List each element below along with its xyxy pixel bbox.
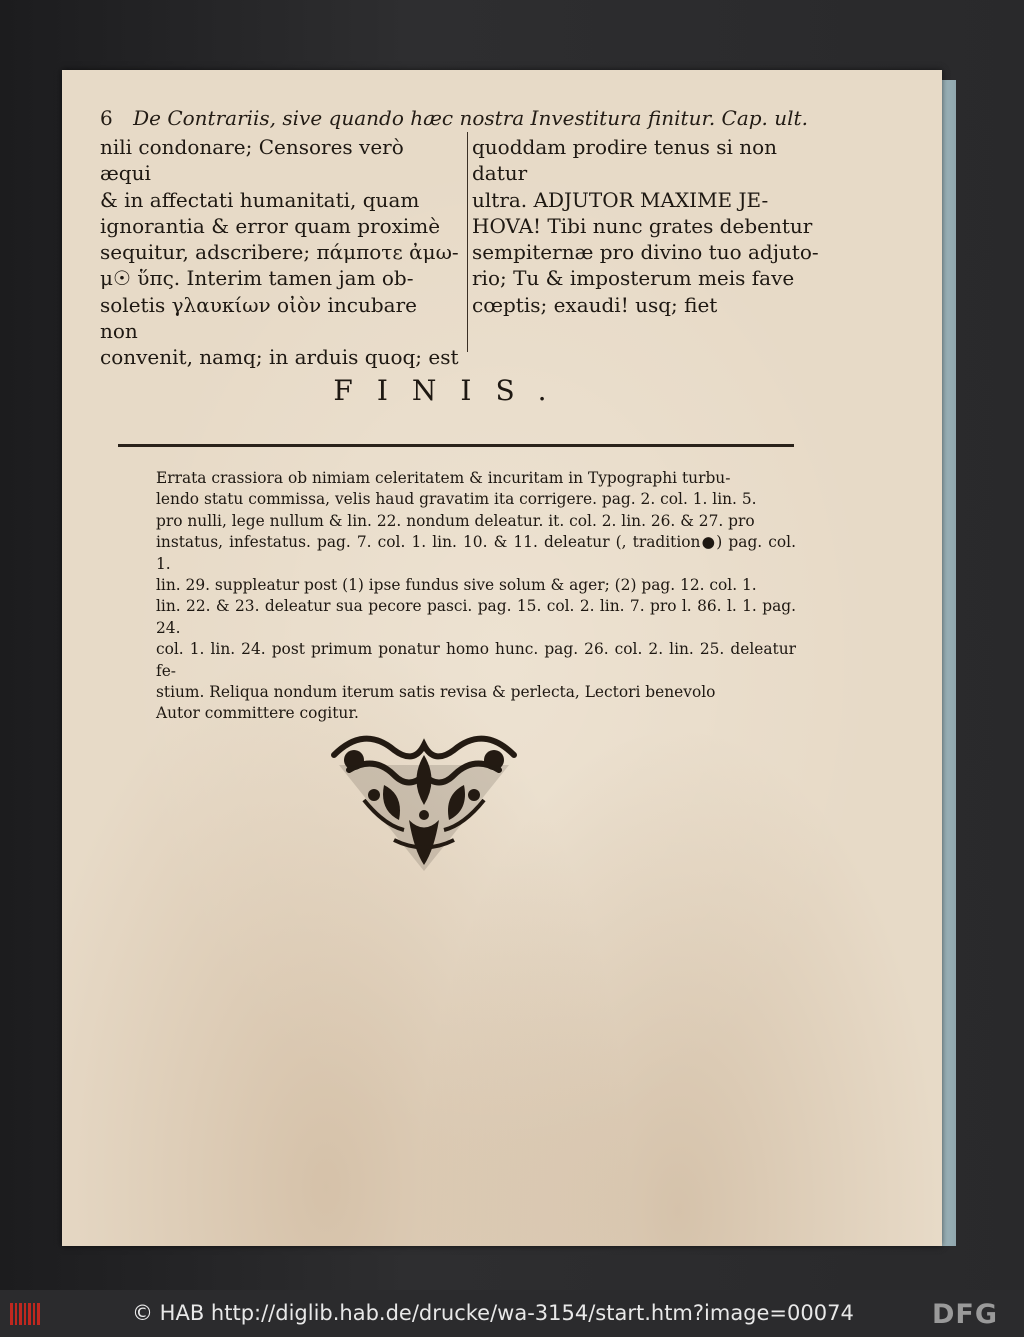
barcode-icon — [10, 1303, 42, 1325]
running-title: De Contrariis, sive quando hæc nostra Investitura finitur. Cap. ult. — [133, 106, 808, 130]
errata-line: Autor committere cogitur. — [156, 704, 359, 723]
errata-line: lendo statu commissa, velis haud gravatim ita corrigere. pag. 2. col. 1. lin. 5. — [156, 490, 757, 509]
errata-line: lin. 22. & 23. deleatur sua pecore pasci. pag. 15. col. 2. lin. 7. pro l. 86. l. 1. pag. 24. — [156, 597, 796, 637]
right-column — [472, 134, 828, 318]
errata-line: instatus, infestatus. pag. 7. col. 1. lin. 10. & 11. deleatur (, tradition●) pag. col. 1. — [156, 533, 796, 573]
text-line: HOVA! Tibi nunc grates debentur — [472, 213, 813, 238]
text-line: μ☉ ὕπς. Interim tamen jam ob- — [100, 266, 414, 291]
text-line: cœptis; exaudi! usq; fiet — [472, 292, 718, 317]
text-line: sequitur, adscribere; πάμποτε ἀμω- — [100, 240, 459, 265]
copyright-link[interactable]: © HAB http://diglib.hab.de/drucke/wa-3154/start.htm?image=00074 — [132, 1301, 854, 1325]
page-number: 6 — [100, 106, 113, 130]
errata-line: lin. 29. suppleatur post (1) ipse fundus sive solum & ager; (2) pag. 12. col. 1. — [156, 576, 757, 595]
errata-line: Errata crassiora ob nimiam celeritatem & incuritam in Typographi turbu- — [156, 469, 731, 487]
text-line: & in affectati humanitati, quam — [100, 187, 420, 212]
errata-line: stium. Reliqua nondum iterum satis revisa & perlecta, Lectori benevolo — [156, 683, 716, 702]
ornament-vignette-icon — [324, 725, 524, 873]
text-line: nili condonare; Censores verò æqui — [100, 135, 404, 186]
column-divider — [467, 132, 468, 352]
text-line: rio; Tu & imposterum meis fave — [472, 266, 795, 291]
text-line: convenit, namq; in arduis quoq; est — [100, 345, 459, 370]
text-line: ultra. ADJUTOR MAXIME JE- — [472, 187, 769, 212]
text-line: ignorantia & error quam proximè — [100, 213, 441, 238]
text-line: soletis γλαυκίων οἰὸν incubare non — [100, 292, 417, 344]
errata-line: col. 1. lin. 24. post primum ponatur homo hunc. pag. 26. col. 2. lin. 25. deleatur fe- — [156, 640, 796, 680]
left-column — [100, 134, 460, 371]
errata-block — [156, 468, 796, 725]
horizontal-rule — [118, 444, 794, 447]
dfg-logo: DFG — [932, 1299, 999, 1330]
running-header — [100, 106, 808, 130]
viewer-footer — [0, 1290, 1024, 1337]
errata-line: pro nulli, lege nullum & lin. 22. nondum deleatur. it. col. 2. lin. 26. & 27. pro — [156, 511, 755, 530]
document-page — [62, 70, 942, 1246]
finis-heading: FINIS. — [333, 374, 571, 407]
text-line: sempiternæ pro divino tuo adjuto- — [472, 240, 819, 265]
text-line: quoddam prodire tenus si non datur — [472, 135, 778, 186]
